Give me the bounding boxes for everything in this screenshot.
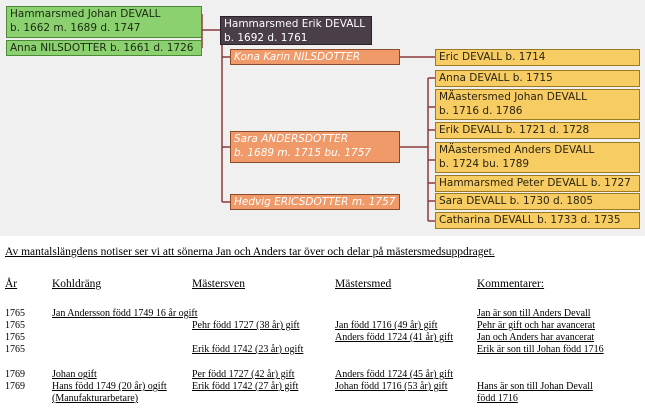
person-name: MÄastersmed Anders DEVALL (439, 144, 595, 156)
person-box-johan-devall (6, 6, 202, 38)
table-cell-year: 1765 (5, 344, 25, 355)
table-cell-mastersven: Erik född 1742 (27 år) gift (192, 381, 299, 392)
table-cell-kohldrang: (Manufakturarbetare) (52, 393, 139, 404)
census-notes: Av mantalslängdens notiser ser vi att sönerna Jan och Anders tar över och delar på mästersmedsuppdraget. (5, 246, 495, 258)
person-name: Sara DEVALL b. 1730 d. 1805 (439, 195, 594, 207)
spouse-box-hedvig-ericsdotter (230, 194, 400, 210)
person-name: Kona Karin NILSDOTTER (234, 51, 361, 63)
child-box-erik-devall (435, 122, 640, 139)
person-box-anna-nilsdotter (6, 40, 202, 56)
table-cell-mastersmed: Anders född 1724 (41 år) gift (335, 332, 454, 343)
person-name: MÄastersmed Johan DEVALL (439, 91, 587, 103)
table-cell-year: 1765 (5, 320, 25, 331)
person-dates: b. 1724 bu. 1789 (439, 158, 530, 170)
child-box-anders-devall (435, 142, 640, 173)
person-name: Anna DEVALL b. 1715 (439, 72, 553, 84)
table-cell-year: 1765 (5, 308, 25, 319)
child-box-anna-devall (435, 70, 640, 87)
table-cell-mastersven: Erik född 1742 (23 år) ogift (192, 344, 304, 355)
table-cell-comment: Jan är son till Anders Devall (477, 308, 591, 319)
person-dates: b. 1716 d. 1786 (439, 105, 523, 117)
header-mastersven: Mästersven (192, 278, 246, 290)
table-cell-kohldrang: Jan Andersson född 1749 16 år ogift (52, 308, 198, 319)
person-name: Erik DEVALL b. 1721 d. 1728 (439, 124, 590, 136)
table-cell-mastersmed: Johan född 1716 (53 år) gift (335, 381, 448, 392)
table-cell-comment: Jan och Anders har avancerat (477, 332, 595, 343)
header-year: År (5, 278, 18, 290)
person-dates: b. 1692 d. 1761 (224, 32, 308, 44)
child-box-sara-devall (435, 193, 640, 210)
header-kohldrang: Kohldräng (52, 278, 102, 290)
table-cell-kohldrang: Hans född 1749 (20 år) ogift (52, 381, 167, 392)
child-box-johan-devall (435, 89, 640, 120)
child-box-catharina-devall (435, 212, 640, 229)
table-cell-comment: född 1716 (477, 393, 518, 404)
person-name: Hammarsmed Johan DEVALL (10, 8, 161, 20)
person-name: Sara ANDERSDOTTER (234, 133, 349, 145)
person-name: Eric DEVALL b. 1714 (439, 51, 546, 63)
child-box-peter-devall (435, 175, 640, 192)
table-cell-comment: Pehr är gift och har avancerat (477, 320, 595, 331)
table-cell-year: 1769 (5, 369, 25, 380)
person-dates: b. 1662 m. 1689 d. 1747 (10, 22, 141, 34)
person-dates: b. 1689 m. 1715 bu. 1757 (234, 147, 372, 159)
header-mastersmed: Mästersmed (335, 278, 392, 290)
table-cell-mastersmed: Anders född 1724 (45 år) gift (335, 369, 454, 380)
child-box-eric-devall (435, 49, 640, 66)
person-name: Hedvig ERICSDOTTER m. 1757 (234, 196, 396, 208)
spouse-box-sara-andersdotter (230, 131, 400, 163)
person-name: Anna NILSDOTTER b. 1661 d. 1726 (10, 42, 194, 54)
header-kommentarer: Kommentarer: (477, 278, 545, 290)
table-cell-year: 1765 (5, 332, 25, 343)
table-cell-comment: Hans är son till Johan Devall (477, 381, 593, 392)
table-cell-kohldrang: Johan ogift (52, 369, 97, 380)
spouse-box-karin-nilsdotter (230, 49, 400, 65)
table-cell-year: 1769 (5, 381, 25, 392)
table-cell-comment: Erik är son till Johan född 1716 (477, 344, 604, 355)
person-box-erik-devall (220, 16, 372, 45)
table-cell-mastersven: Per född 1727 (42 år) gift (192, 369, 295, 380)
person-name: Hammarsmed Erik DEVALL (224, 18, 366, 30)
table-cell-mastersmed: Jan född 1716 (49 år) gift (335, 320, 438, 331)
table-cell-mastersven: Pehr född 1727 (38 år) gift (192, 320, 300, 331)
person-name: Hammarsmed Peter DEVALL b. 1727 (439, 177, 631, 189)
person-name: Catharina DEVALL b. 1733 d. 1735 (439, 214, 621, 226)
